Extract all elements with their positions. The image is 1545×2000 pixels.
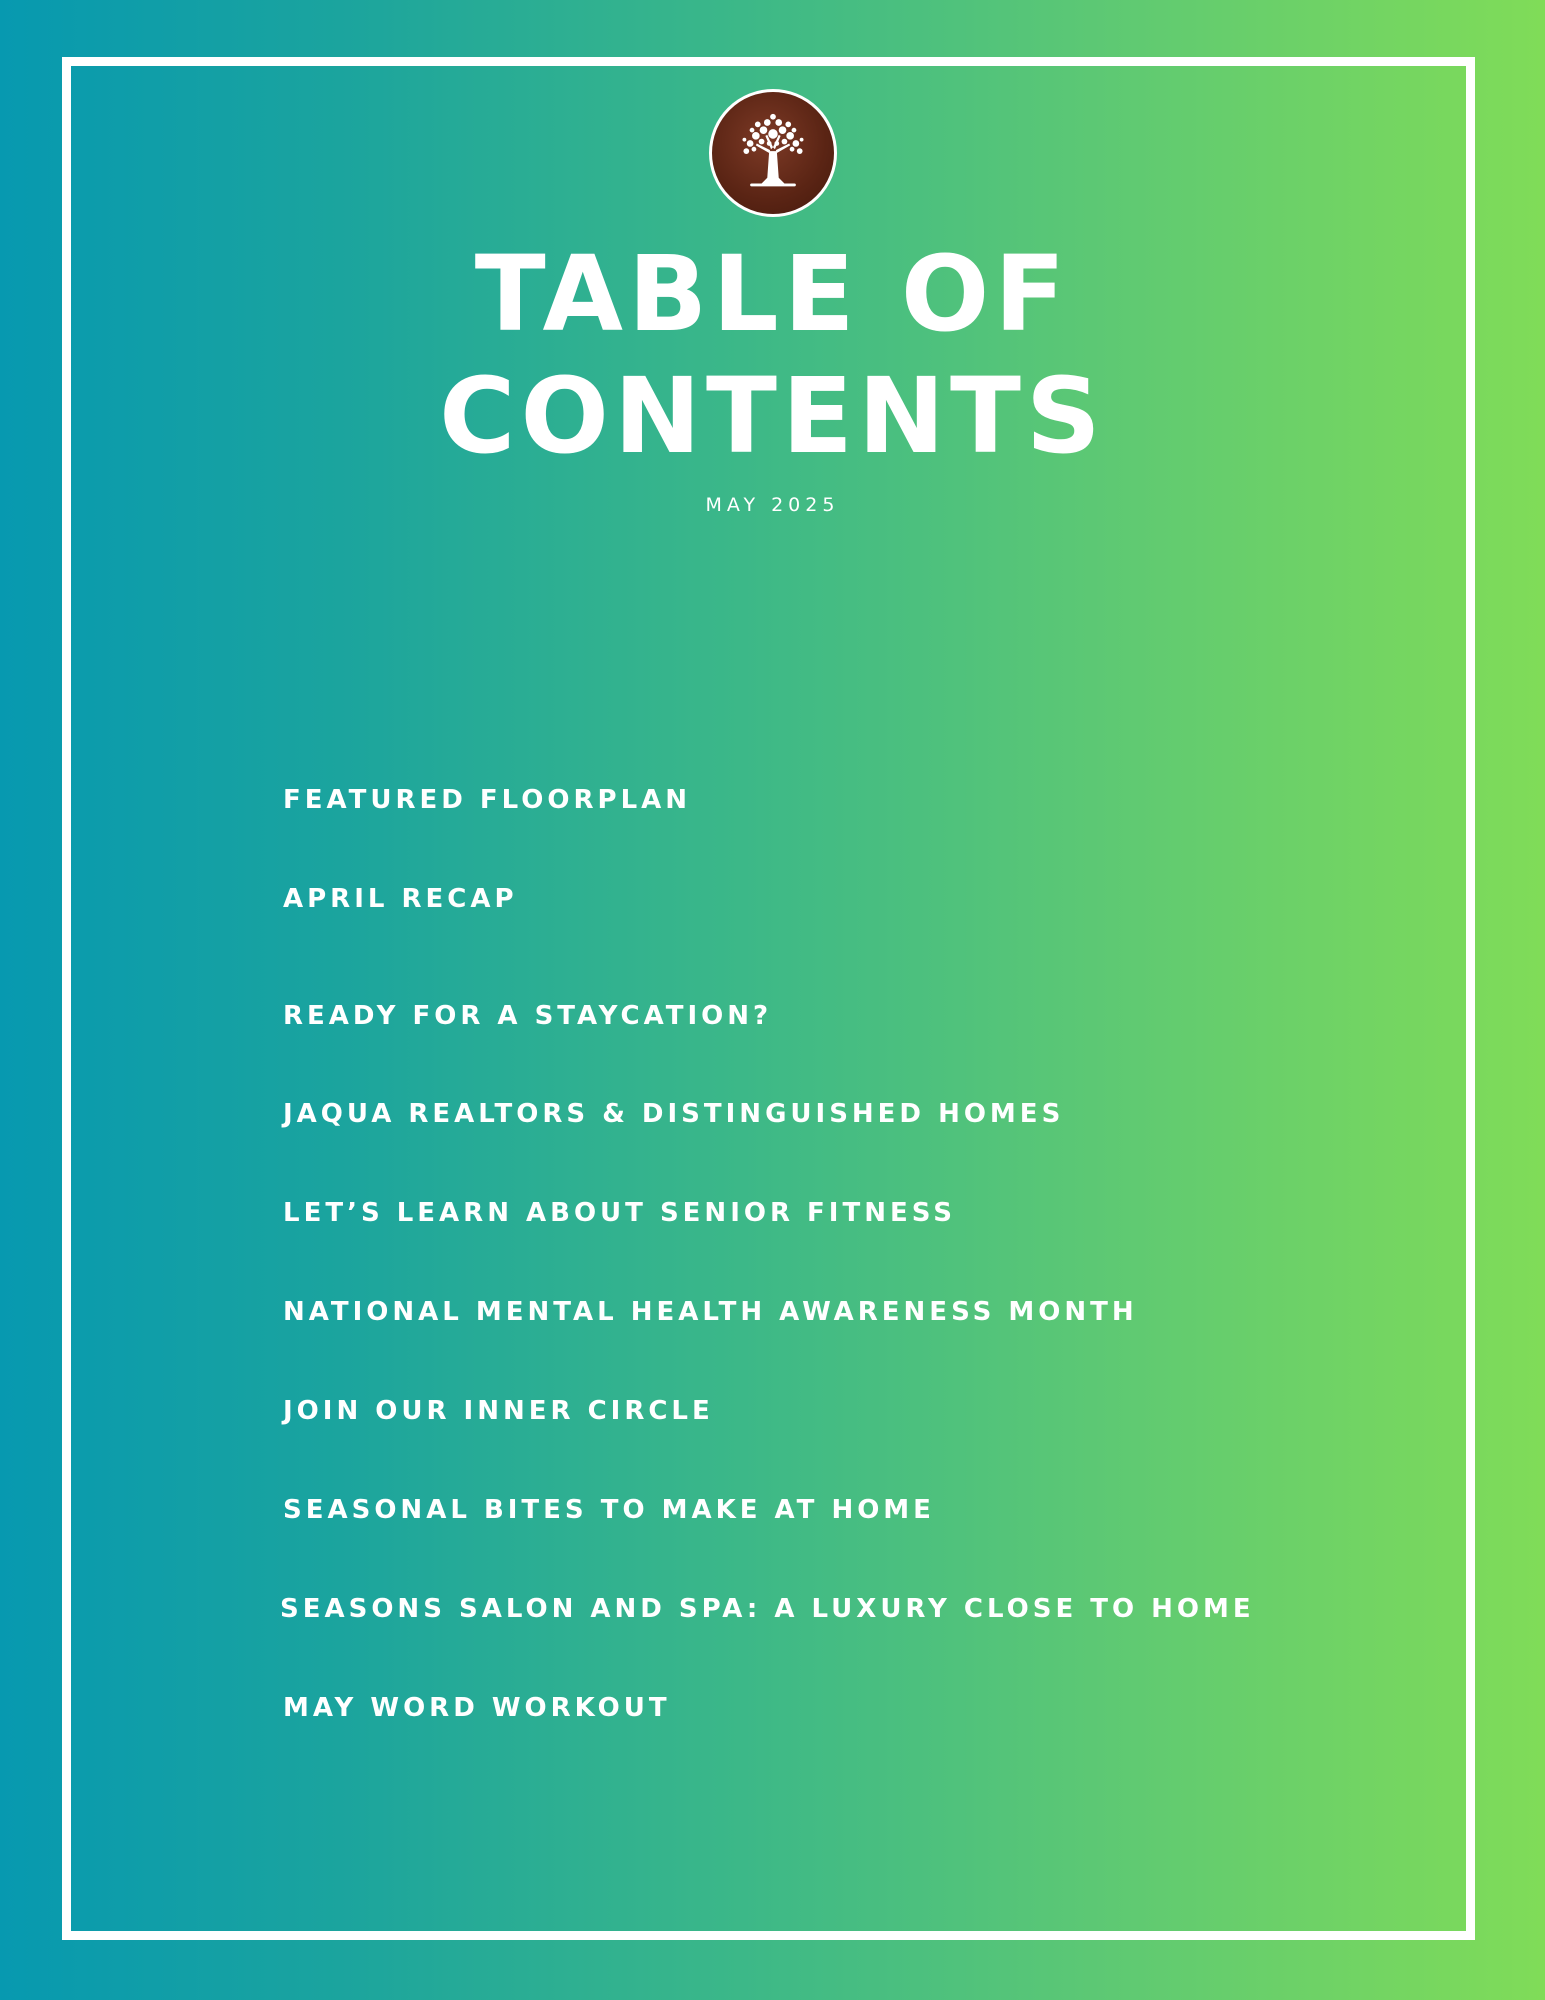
page-title-line-1: TABLE OF [474,233,1071,355]
toc-item-mental-health[interactable]: NATIONAL MENTAL HEALTH AWARENESS MONTH [283,1297,1138,1327]
page-title-line-2: CONTENTS [439,355,1106,477]
tree-icon [712,92,834,214]
toc-item-senior-fitness[interactable]: LET’S LEARN ABOUT SENIOR FITNESS [283,1198,957,1228]
toc-item-seasonal-bites[interactable]: SEASONAL BITES TO MAKE AT HOME [283,1495,935,1525]
toc-item-inner-circle[interactable]: JOIN OUR INNER CIRCLE [283,1396,714,1426]
toc-item-staycation[interactable]: READY FOR A STAYCATION? [283,1001,773,1031]
toc-item-jaqua-realtors[interactable]: JAQUA REALTORS & DISTINGUISHED HOMES [283,1099,1065,1129]
logo [709,89,837,217]
toc-item-featured-floorplan[interactable]: FEATURED FLOORPLAN [283,785,692,815]
issue-date: MAY 2025 [705,494,840,516]
toc-item-april-recap[interactable]: APRIL RECAP [283,884,518,914]
toc-item-word-workout[interactable]: MAY WORD WORKOUT [283,1693,671,1723]
toc-item-salon-spa[interactable]: SEASONS SALON AND SPA: A LUXURY CLOSE TO HOME [280,1594,1255,1624]
